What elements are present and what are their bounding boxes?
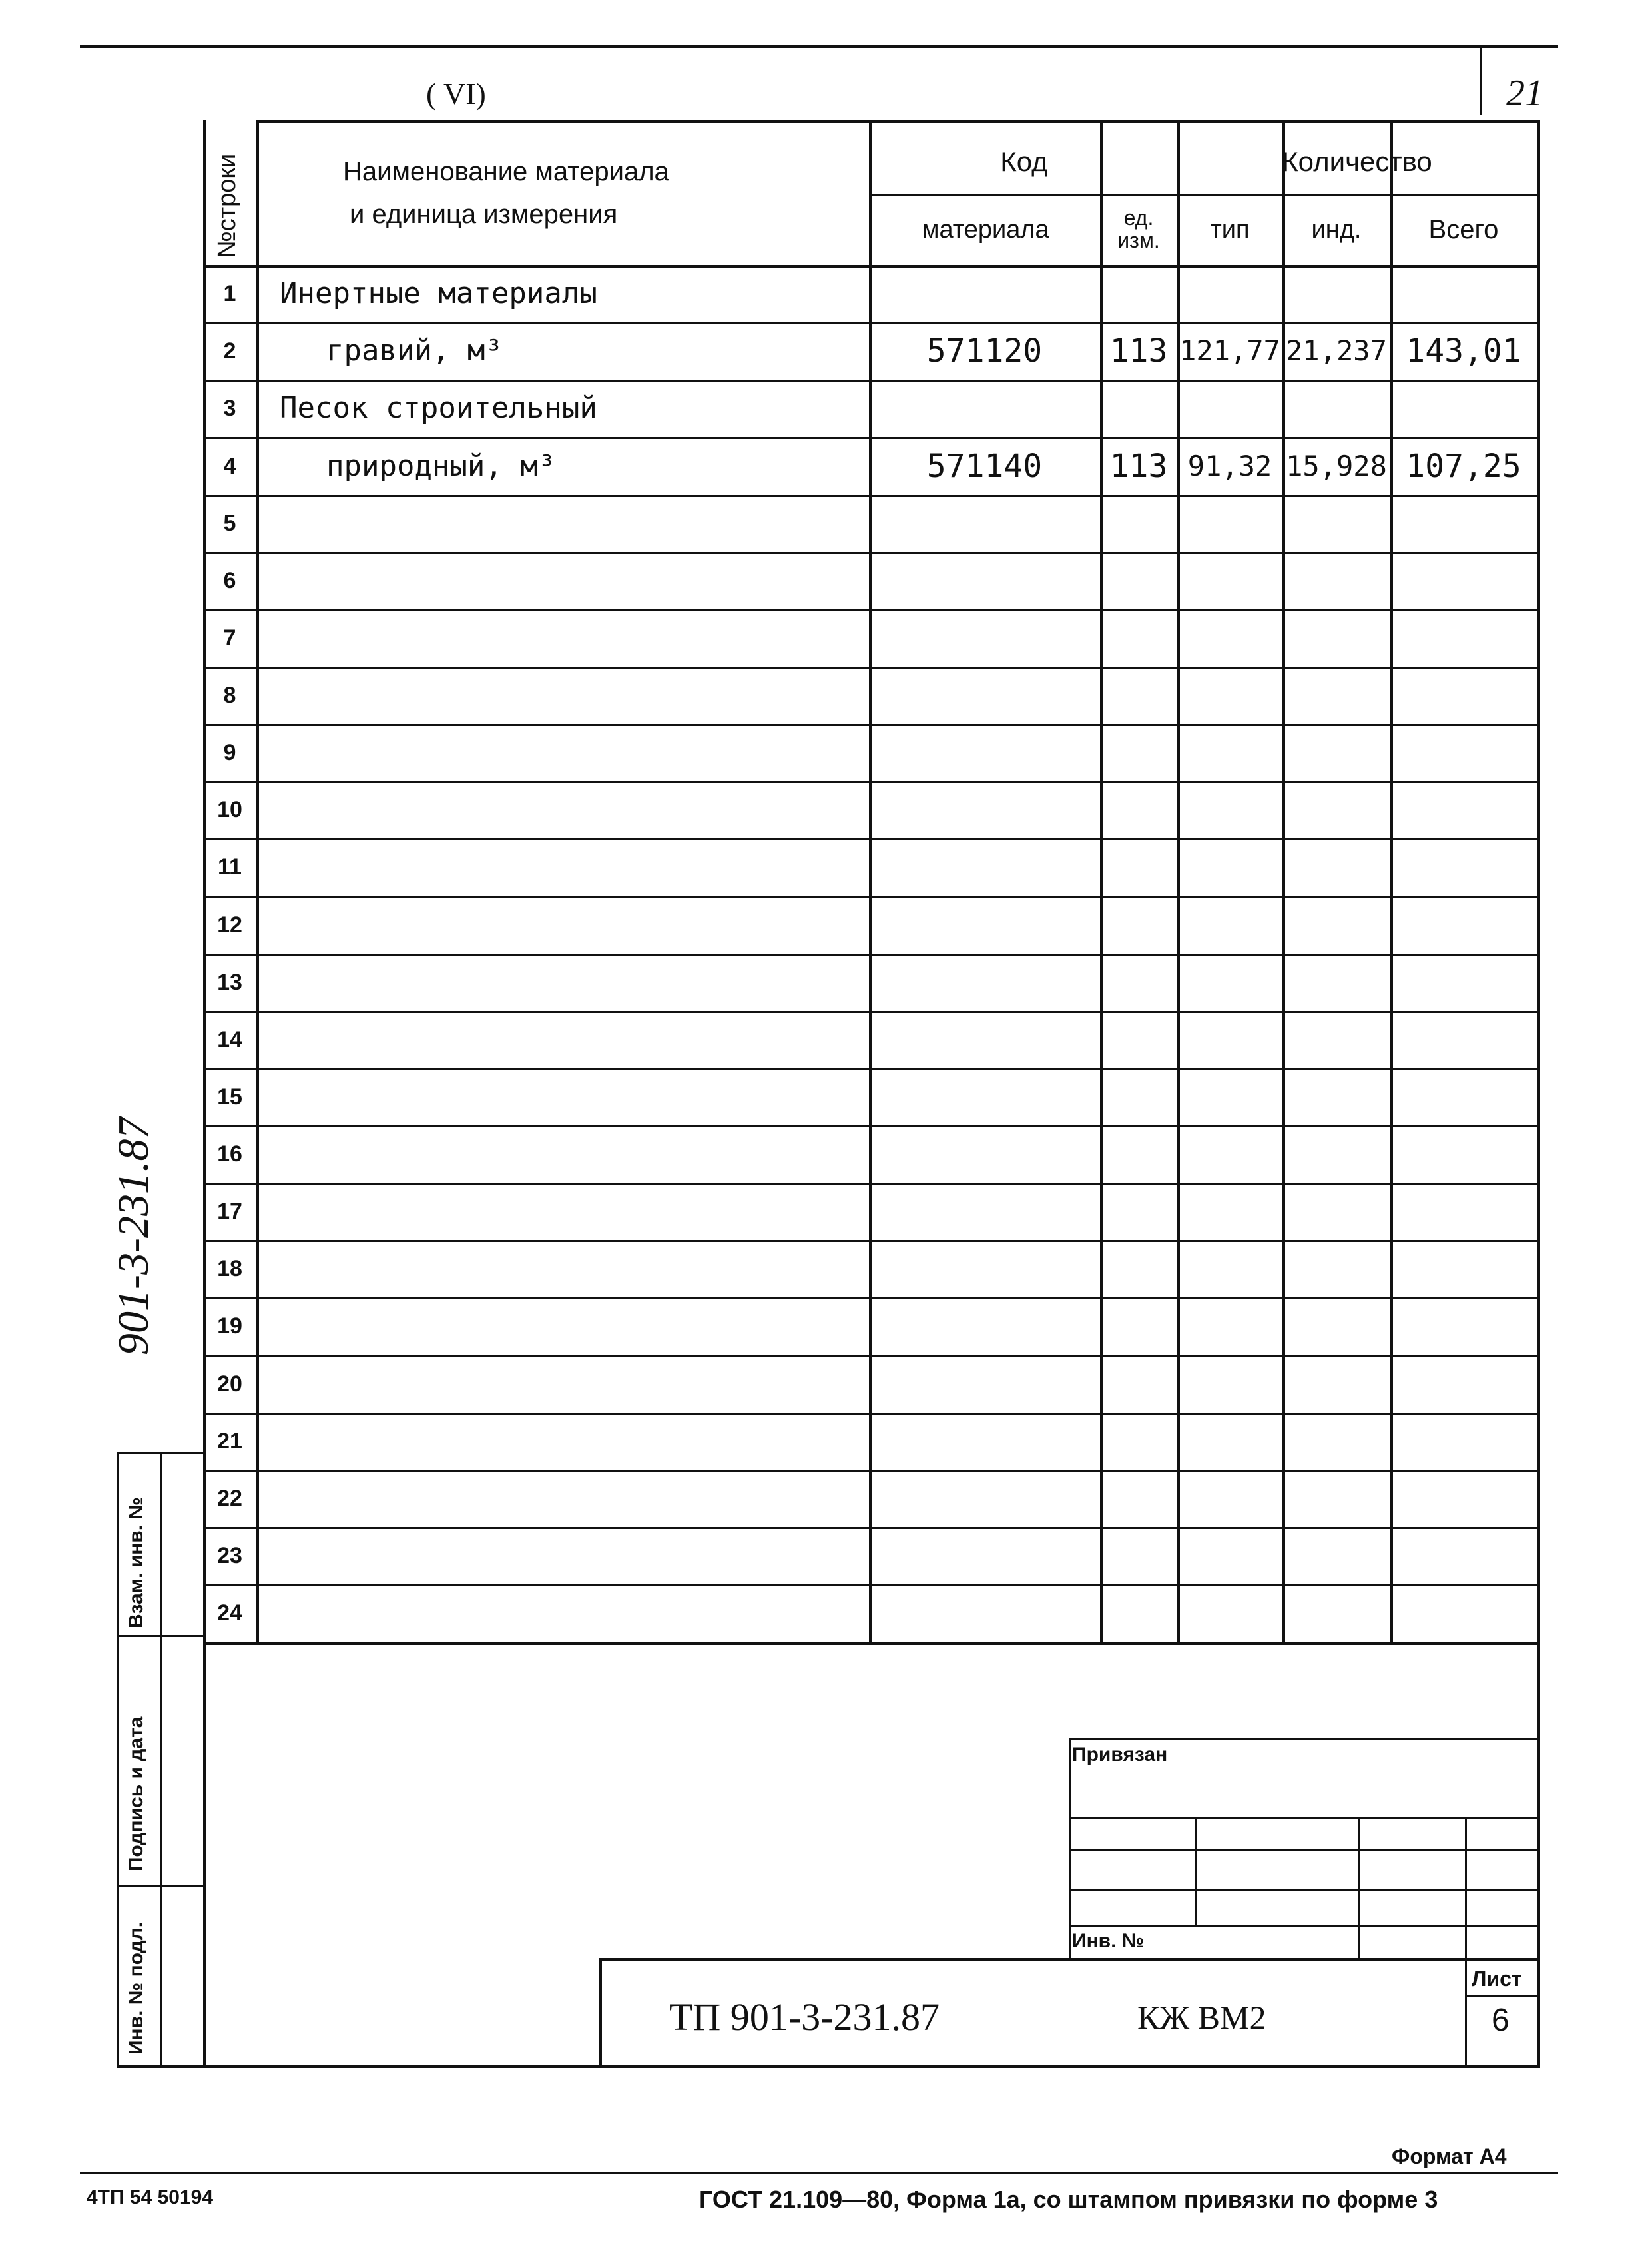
row-unit-code — [1100, 838, 1177, 896]
row-qty-tip — [1177, 896, 1282, 954]
row-qty-tip — [1177, 1183, 1282, 1240]
col-header-code-group: Код — [1000, 145, 1048, 177]
row-qty-total — [1390, 495, 1537, 552]
row-number: 20 — [217, 1371, 242, 1397]
row-material-name — [280, 838, 866, 896]
row-qty-tip — [1177, 265, 1282, 322]
row-material-code — [869, 1068, 1100, 1125]
row-material-code — [869, 1584, 1100, 1642]
row-material-name — [280, 667, 866, 724]
row-material-name — [280, 724, 866, 781]
row-qty-tip — [1177, 1527, 1282, 1584]
side-strip-div — [117, 1885, 203, 1887]
row-qty-tip — [1177, 1011, 1282, 1068]
row-material-name — [280, 552, 866, 609]
row-material-code — [869, 896, 1100, 954]
row-qty-ind — [1282, 552, 1390, 609]
row-material-name: гравий, м³ — [326, 334, 503, 368]
row-number: 21 — [217, 1429, 242, 1454]
row-material-code — [869, 954, 1100, 1011]
row-number: 13 — [217, 970, 242, 995]
row-material-code — [869, 1240, 1100, 1297]
row-number: 22 — [217, 1486, 242, 1511]
row-qty-total — [1390, 1297, 1537, 1355]
row-qty-ind — [1282, 265, 1390, 322]
row-qty-ind — [1282, 954, 1390, 1011]
row-qty-total — [1390, 781, 1537, 838]
row-material-code — [869, 724, 1100, 781]
row-unit-code — [1100, 1240, 1177, 1297]
footer-gost: ГОСТ 21.109—80, Форма 1а, со штампом привязки по форме 3 — [699, 2186, 1438, 2213]
row-qty-total — [1390, 1011, 1537, 1068]
row-qty-total — [1390, 265, 1537, 322]
col-header-qty-tip: тип — [1210, 216, 1250, 244]
row-qty-tip — [1177, 1413, 1282, 1470]
row-material-name — [280, 1584, 866, 1642]
row-number: 2 — [223, 338, 236, 364]
row-qty-tip — [1177, 380, 1282, 437]
row-unit-code — [1100, 380, 1177, 437]
row-material-code: 571140 — [926, 447, 1043, 485]
row-material-code — [869, 1527, 1100, 1584]
row-qty-ind — [1282, 1355, 1390, 1413]
row-qty-ind — [1282, 1413, 1390, 1470]
side-strip-right — [203, 1642, 206, 2068]
row-qty-ind — [1282, 667, 1390, 724]
row-unit-code — [1100, 1527, 1177, 1584]
row-number: 11 — [218, 854, 242, 880]
row-qty-total: 143,01 — [1406, 332, 1521, 370]
row-material-code — [869, 1297, 1100, 1355]
frame-line — [203, 1642, 1537, 1645]
col-header-name-line2: и единица измерения — [350, 200, 618, 229]
row-qty-tip — [1177, 495, 1282, 552]
row-qty-total — [1390, 896, 1537, 954]
row-qty-tip — [1177, 609, 1282, 667]
row-qty-total — [1390, 1240, 1537, 1297]
row-material-code — [869, 552, 1100, 609]
row-qty-total — [1390, 954, 1537, 1011]
row-qty-total — [1390, 1527, 1537, 1584]
stamp-line — [1195, 1817, 1197, 1925]
stamp-sheet-label: Лист — [1472, 1967, 1522, 1991]
row-qty-tip — [1177, 552, 1282, 609]
row-qty-ind — [1282, 1470, 1390, 1527]
row-qty-total — [1390, 838, 1537, 896]
col-header-code-material: материала — [922, 216, 1049, 244]
vertical-doc-code: 901-3-231.87 — [109, 1117, 158, 1355]
row-qty-tip — [1177, 1240, 1282, 1297]
row-number: 1 — [223, 281, 236, 306]
col-header-code-unit: ед. изм. — [1117, 206, 1160, 252]
row-number: 8 — [223, 683, 236, 708]
row-material-name — [280, 1068, 866, 1125]
stamp-line — [1358, 1817, 1360, 1958]
row-material-code — [869, 838, 1100, 896]
row-qty-ind: 15,928 — [1286, 449, 1387, 482]
row-qty-total — [1390, 724, 1537, 781]
stamp-sheet-no: 6 — [1492, 2003, 1510, 2038]
row-qty-tip: 121,77 — [1179, 334, 1280, 367]
row-qty-ind — [1282, 1011, 1390, 1068]
row-material-name — [280, 495, 866, 552]
row-unit-code — [1100, 1125, 1177, 1183]
row-qty-ind — [1282, 609, 1390, 667]
row-material-name — [280, 1413, 866, 1470]
stamp-line — [1465, 1817, 1467, 2065]
row-number: 19 — [217, 1313, 242, 1339]
row-qty-tip — [1177, 1125, 1282, 1183]
row-material-code — [869, 667, 1100, 724]
row-unit-code — [1100, 1584, 1177, 1642]
row-unit-code — [1100, 552, 1177, 609]
row-qty-total — [1390, 1125, 1537, 1183]
frame-bottom-line — [117, 2065, 1538, 2068]
row-number: 4 — [223, 453, 236, 479]
stamp-line — [1465, 1995, 1537, 1997]
row-number: 16 — [217, 1141, 242, 1167]
row-unit-code — [1100, 1183, 1177, 1240]
row-qty-ind — [1282, 1527, 1390, 1584]
row-material-name — [280, 1527, 866, 1584]
row-material-name — [280, 1183, 866, 1240]
row-qty-ind — [1282, 724, 1390, 781]
row-qty-tip — [1177, 838, 1282, 896]
row-qty-tip: 91,32 — [1187, 449, 1272, 482]
row-qty-ind — [1282, 838, 1390, 896]
row-material-code — [869, 1011, 1100, 1068]
row-qty-tip — [1177, 1470, 1282, 1527]
row-material-name — [280, 1125, 866, 1183]
frame-right-line — [1537, 1642, 1540, 2068]
row-material-code: 571120 — [926, 332, 1043, 370]
row-qty-ind — [1282, 1584, 1390, 1642]
table-column-line — [1537, 120, 1540, 1642]
row-unit-code — [1100, 609, 1177, 667]
row-material-code — [869, 1183, 1100, 1240]
row-material-name — [280, 1355, 866, 1413]
row-qty-ind: 21,237 — [1286, 334, 1387, 367]
row-number: 17 — [217, 1199, 242, 1224]
row-unit-code — [1100, 1011, 1177, 1068]
row-material-name — [280, 1297, 866, 1355]
row-material-code — [869, 265, 1100, 322]
stamp-mark: КЖ ВМ2 — [1137, 1999, 1266, 2036]
row-number: 18 — [217, 1256, 242, 1281]
row-qty-total — [1390, 1068, 1537, 1125]
row-qty-total — [1390, 552, 1537, 609]
row-qty-total: 107,25 — [1406, 447, 1521, 485]
row-number: 3 — [223, 396, 236, 421]
row-material-code — [869, 380, 1100, 437]
row-unit-code — [1100, 1413, 1177, 1470]
row-qty-total — [1390, 1470, 1537, 1527]
stamp-line — [1069, 1738, 1537, 1740]
row-qty-total — [1390, 609, 1537, 667]
row-material-name: Песок строительный — [280, 391, 597, 425]
row-material-code — [869, 781, 1100, 838]
stamp-line — [599, 1958, 1537, 1961]
col-header-qty-ind: инд. — [1311, 216, 1362, 244]
row-qty-tip — [1177, 667, 1282, 724]
row-qty-tip — [1177, 724, 1282, 781]
row-qty-tip — [1177, 954, 1282, 1011]
footer-left-code: 4ТП 54 50194 — [87, 2186, 214, 2208]
row-unit-code — [1100, 1470, 1177, 1527]
row-qty-tip — [1177, 781, 1282, 838]
row-qty-tip — [1177, 1068, 1282, 1125]
stamp-line — [599, 1958, 602, 2065]
stamp-inv-no: Инв. № — [1072, 1930, 1145, 1952]
footer-format: Формат А4 — [1392, 2144, 1507, 2168]
row-unit-code — [1100, 1355, 1177, 1413]
row-unit-code — [1100, 896, 1177, 954]
row-qty-ind — [1282, 380, 1390, 437]
row-unit-code — [1100, 954, 1177, 1011]
side-strip-top — [117, 1452, 203, 1454]
row-number: 12 — [217, 912, 242, 938]
row-material-code — [869, 495, 1100, 552]
side-label-vzam: Взам. инв. № — [125, 1497, 147, 1628]
row-qty-ind — [1282, 1125, 1390, 1183]
row-material-code — [869, 1355, 1100, 1413]
row-number: 15 — [217, 1084, 242, 1110]
row-qty-tip — [1177, 1297, 1282, 1355]
stamp-title: ТП 901-3-231.87 — [669, 1995, 940, 2039]
row-material-name — [280, 896, 866, 954]
row-unit-code: 113 — [1109, 332, 1168, 370]
row-material-code — [869, 1125, 1100, 1183]
stamp-privyazan: Привязан — [1072, 1744, 1168, 1765]
side-label-podpis: Подпись и дата — [125, 1716, 147, 1871]
row-qty-total — [1390, 667, 1537, 724]
row-qty-ind — [1282, 1240, 1390, 1297]
row-qty-tip — [1177, 1584, 1282, 1642]
row-material-name — [280, 1470, 866, 1527]
table-top-line — [256, 120, 1537, 123]
row-qty-ind — [1282, 495, 1390, 552]
row-material-name — [280, 781, 866, 838]
col-header-qty-total: Всего — [1428, 215, 1499, 244]
section-label: ( VI) — [426, 77, 486, 111]
top-rule — [80, 45, 1558, 48]
side-strip-div — [117, 1635, 203, 1637]
row-material-name — [280, 1011, 866, 1068]
row-material-code — [869, 1470, 1100, 1527]
page-number-divider — [1480, 48, 1482, 115]
side-label-inv: Инв. № подл. — [125, 1921, 147, 2055]
row-number: 5 — [223, 511, 236, 536]
side-strip-mid — [160, 1452, 162, 2065]
row-number: 9 — [223, 740, 236, 765]
row-unit-code — [1100, 495, 1177, 552]
col-header-row-number: №строки — [213, 153, 241, 258]
row-qty-ind — [1282, 781, 1390, 838]
page-number: 21 — [1506, 73, 1543, 114]
row-unit-code — [1100, 1297, 1177, 1355]
row-qty-ind — [1282, 1068, 1390, 1125]
row-number: 6 — [223, 568, 236, 593]
row-number: 24 — [217, 1600, 242, 1626]
row-material-code — [869, 1413, 1100, 1470]
row-number: 10 — [217, 797, 242, 822]
row-qty-ind — [1282, 896, 1390, 954]
row-unit-code — [1100, 781, 1177, 838]
row-unit-code — [1100, 724, 1177, 781]
row-qty-ind — [1282, 1297, 1390, 1355]
col-header-qty-group: Количество — [1282, 145, 1432, 177]
row-material-name — [280, 1240, 866, 1297]
row-qty-tip — [1177, 1355, 1282, 1413]
row-material-name — [280, 609, 866, 667]
side-strip-left — [117, 1452, 119, 2065]
row-material-code — [869, 609, 1100, 667]
row-qty-ind — [1282, 1183, 1390, 1240]
row-unit-code — [1100, 1068, 1177, 1125]
row-unit-code: 113 — [1109, 447, 1168, 485]
row-material-name: Инертные материалы — [280, 276, 597, 310]
row-number: 14 — [217, 1027, 242, 1052]
row-qty-total — [1390, 1413, 1537, 1470]
row-material-name — [280, 954, 866, 1011]
row-number: 7 — [223, 625, 236, 651]
row-qty-total — [1390, 1355, 1537, 1413]
row-material-name: природный, м³ — [326, 448, 556, 483]
row-qty-total — [1390, 380, 1537, 437]
row-qty-total — [1390, 1584, 1537, 1642]
col-header-name-line1: Наименование материала — [343, 157, 669, 186]
row-qty-total — [1390, 1183, 1537, 1240]
row-number: 23 — [217, 1543, 242, 1568]
row-unit-code — [1100, 667, 1177, 724]
bottom-rule — [80, 2172, 1558, 2174]
row-unit-code — [1100, 265, 1177, 322]
